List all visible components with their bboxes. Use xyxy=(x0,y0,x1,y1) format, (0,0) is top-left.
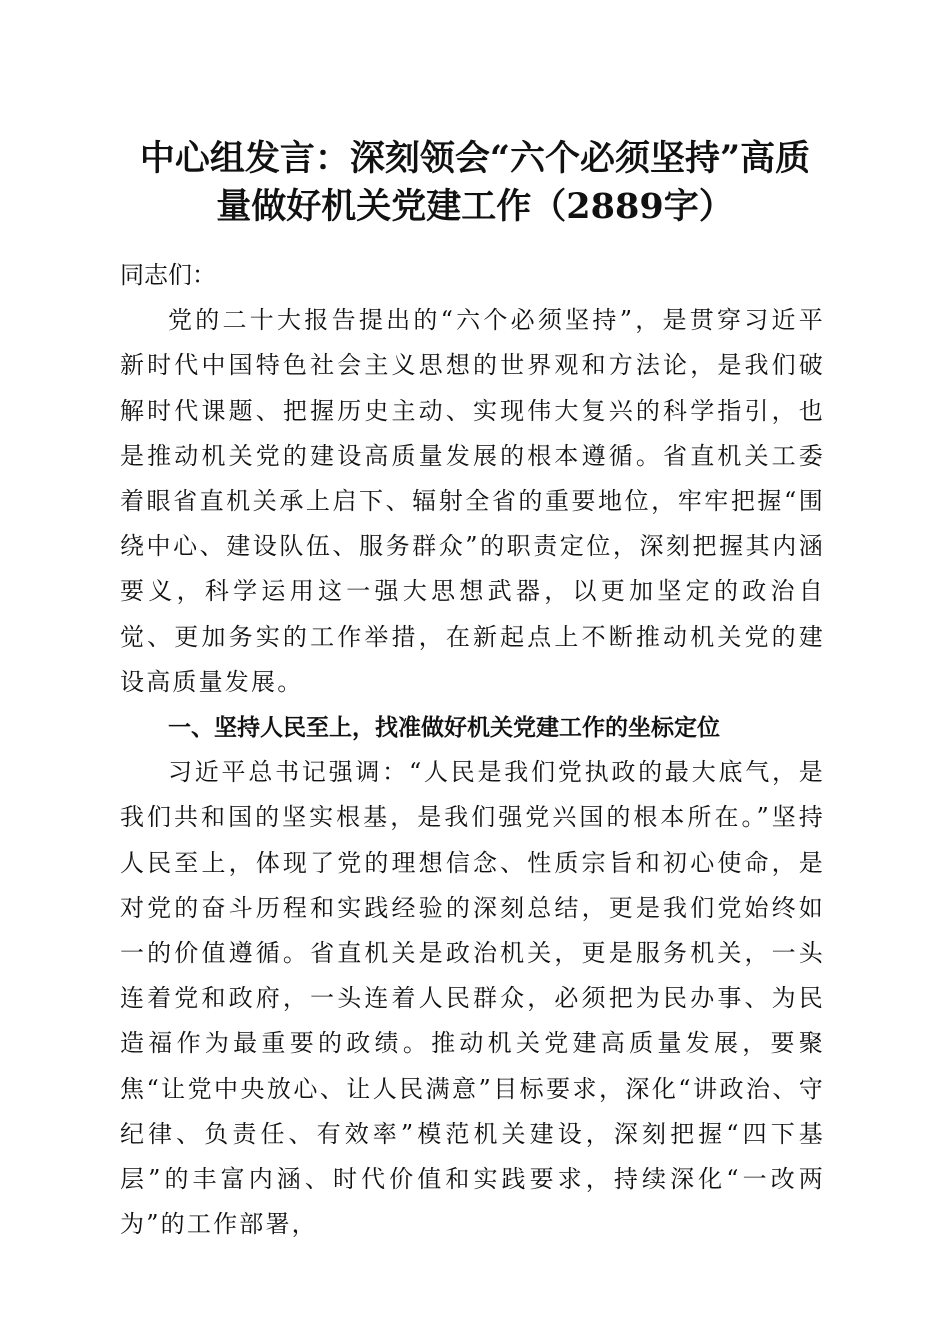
paragraph-2: 习近平总书记强调：“人民是我们党执政的最大底气，是我们共和国的坚实根基，是我们强党兴国的根本所在。”坚持人民至上，体现了党的理想信念、性质宗旨和初心使命，是对党的奋斗历程和实践经验的深刻总结，更是我们党始终如一的价值遵循。省直机关是政治机关，更是服务机关，一头连着党和政府，一头连着人民群众，必须把为民办事、为民造福作为最重要的政绩。推动机关党建高质量发展，要聚焦“让党中央放心、让人民满意”目标要求，深化“讲政治、守纪律、负责任、有效率”模范机关建设，深刻把握“四下基层”的丰富内涵、时代价值和实践要求，持续深化“一改两为”的工作部署， xyxy=(120,758,825,1239)
paragraph-1: 党的二十大报告提出的“六个必须坚持”，是贯穿习近平新时代中国特色社会主义思想的世界观和方法论，是我们破解时代课题、把握历史主动、实现伟大复兴的科学指引，也是推动机关党的建设高质量发展的根本遵循。省直机关工委着眼省直机关承上启下、辐射全省的重要地位，牢牢把握“围绕中心、建设队伍、服务群众”的职责定位，深刻把握其内涵要义，科学运用这一强大思想武器，以更加坚定的政治自觉、更加务实的工作举措，在新起点上不断推动机关党的建设高质量发展。 xyxy=(120,306,825,696)
title-line-2: 量做好机关党建工作（2889字） xyxy=(216,186,734,227)
greeting: 同志们： xyxy=(120,261,216,289)
section-heading-1: 一、坚持人民至上，找准做好机关党建工作的坐标定位 xyxy=(168,714,720,742)
document-title xyxy=(100,135,850,231)
title-line-1: 中心组发言：深刻领会“六个必须坚持”高质 xyxy=(139,138,811,179)
document-body xyxy=(120,253,825,1247)
